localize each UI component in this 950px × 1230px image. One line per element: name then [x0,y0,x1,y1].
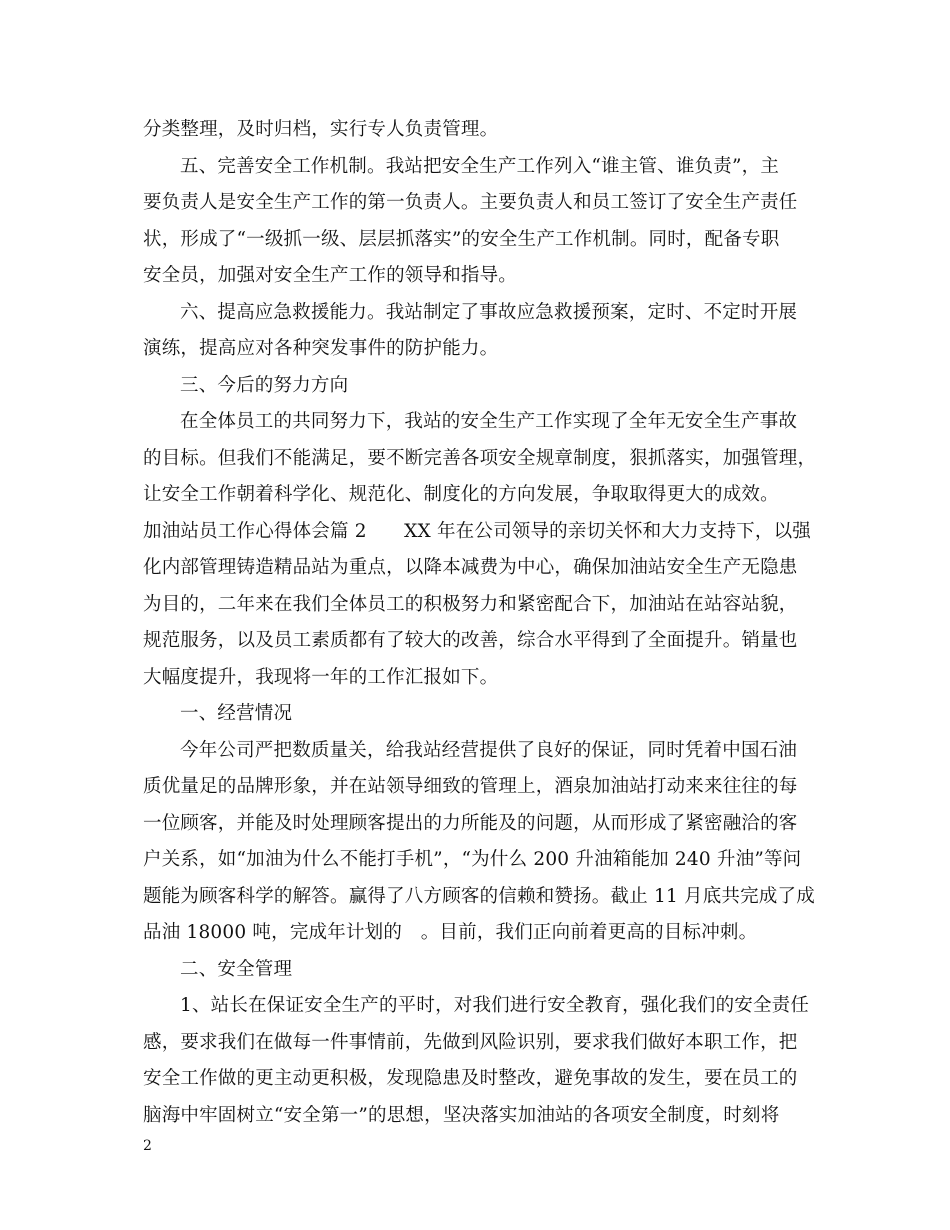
text-line: 安全工作做的更主动更积极，发现隐患及时整改，避免事故的发生，要在员工的 [143,1068,798,1089]
text-line: 六、提高应急救援能力。我站制定了事故应急救援预案，定时、不定时开展 [180,301,798,323]
text-line: 感，要求我们在做每一件事情前，先做到风险识别，要求我们做好本职工作，把 [143,1031,798,1053]
text-line: 演练，提高应对各种突发事件的防护能力。 [143,338,499,359]
text-line: 在全体员工的共同努力下，我站的安全生产工作实现了全年无安全生产事故 [180,411,798,432]
text-line: 脑海中牢固树立“安全第一”的思想，坚决落实加油站的各项安全制度，时刻将 [143,1104,780,1126]
section-heading: 二、安全管理 [180,958,293,980]
text-line: 要负责人是安全生产工作的第一负责人。主要负责人和员工签订了安全生产责任 [143,192,798,213]
text-line: 安全员，加强对安全生产工作的领导和指导。 [143,265,518,286]
page-number: 2 [143,1138,152,1154]
text-line: 质优量足的品牌形象，并在站领导细致的管理上，酒泉加油站打动来来往往的每 [143,776,798,797]
text-line: 五、完善安全工作机制。我站把安全生产工作列入“谁主管、谁负责”，主 [180,155,780,177]
document-body [143,112,823,1134]
text-line: 分类整理，及时归档，实行专人负责管理。 [143,119,499,140]
section-heading: 一、经营情况 [180,703,293,724]
text-line: 一位顾客，并能及时处理顾客提出的力所能及的问题，从而形成了紧密融洽的客 [143,812,798,834]
text-line: 今年公司严把数质量关，给我站经营提供了良好的保证，同时凭着中国石油 [180,739,798,761]
text-line: 户关系，如“加油为什么不能打手机”，“为什么 200 升油箱能加 240 升油”等问 [143,849,802,870]
text-line: 题能为顾客科学的解答。赢得了八方顾客的信赖和赞扬。截止 11 月底共完成了成 [143,885,815,907]
text-line: 为目的，二年来在我们全体员工的积极努力和紧密配合下，加油站在站容站貌， [143,593,798,615]
section-heading: 三、今后的努力方向 [180,374,349,396]
text-line: 规范服务，以及员工素质都有了较大的改善，综合水平得到了全面提升。销量也 [143,630,798,651]
article-title-line: 加油站员工作心得体会篇 2 XX 年在公司领导的亲切关怀和大力支持下，以强 [143,520,811,542]
text-line: 大幅度提升，我现将一年的工作汇报如下。 [143,666,499,688]
text-line: 品油 18000 吨，完成年计划的 。目前，我们正向前着更高的目标冲刺。 [143,922,758,943]
text-line: 化内部管理铸造精品站为重点，以降本减费为中心，确保加油站安全生产无隐患 [143,557,798,578]
text-line: 状，形成了“一级抓一级、层层抓落实”的安全生产工作机制。同时，配备专职 [143,228,780,250]
text-line: 1、站长在保证安全生产的平时，对我们进行安全教育，强化我们的安全责任 [180,995,810,1016]
text-line: 让安全工作朝着科学化、规范化、制度化的方向发展，争取取得更大的成效。 [143,484,779,505]
text-line: 的目标。但我们不能满足，要不断完善各项安全规章制度，狠抓落实，加强管理， [143,447,817,469]
